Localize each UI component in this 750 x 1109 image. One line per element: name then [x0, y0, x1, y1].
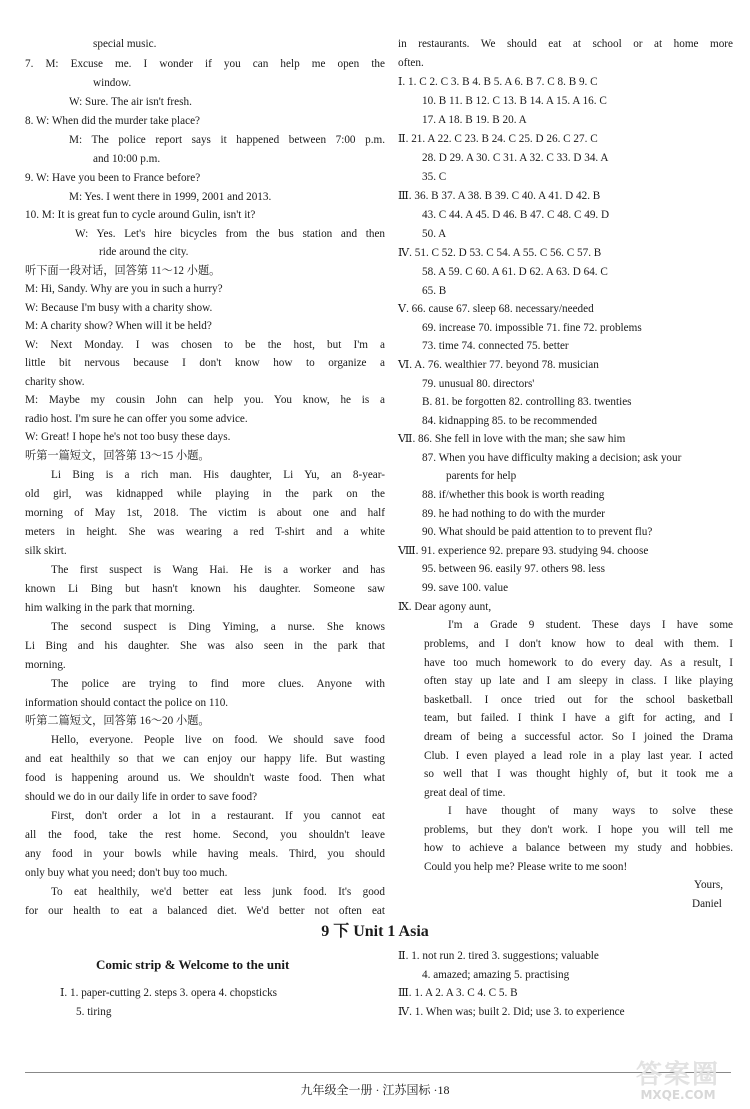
right-text-line: 65. B [422, 285, 447, 297]
left-text-line: all the food, take the rest home. Second, you shouldn't leave [25, 829, 385, 841]
right-text-line: 28. D 29. A 30. C 31. A 32. C 33. D 34. A [422, 152, 609, 164]
right-text-line: Ⅱ. 21. A 22. C 23. B 24. C 25. D 26. C 27. C [398, 133, 598, 145]
left-text-line: radio host. I'm sure he can offer you some advice. [25, 413, 248, 425]
left-text-line: 听下面一段对话，回答第 11～12 小题。 [25, 265, 221, 277]
left-text-line: for our health to eat a balanced diet. We'd better not often eat [25, 905, 385, 917]
left-text-line: M: The police report says it happened between 7:00 p.m. [69, 134, 385, 146]
right-text-line: parents for help [446, 470, 517, 482]
left-text-line: and 10:00 p.m. [93, 153, 161, 165]
bottom-left-line-1: Ⅰ. 1. paper-cutting 2. steps 3. opera 4. chopsticks [60, 987, 278, 999]
right-text-line: dream of being a successful actor. So I joined the Drama [424, 731, 733, 743]
watermark-logo [618, 1062, 738, 1104]
watermark-url: MXQE.COM [640, 1088, 716, 1102]
left-text-line: The second suspect is Ding Yiming, a nurse. She knows [51, 621, 385, 633]
right-text-line: 43. C 44. A 45. D 46. B 47. C 48. C 49. D [422, 209, 610, 221]
right-text-line: 95. between 96. easily 97. others 98. less [422, 563, 606, 575]
right-text-line: I'm a Grade 9 student. These days I have some [448, 619, 733, 631]
right-text-line: 50. A [422, 228, 447, 240]
right-text-line: Club. I even played a lead role in a play last year. I acted [424, 750, 733, 762]
right-text-line: how to achieve a balance between my study and hobbies. [424, 842, 733, 854]
left-text-line: silk skirt. [25, 545, 67, 557]
right-text-line: basketball. I once tried out for the school basketball [424, 694, 733, 706]
right-text-line: 99. save 100. value [422, 582, 509, 594]
right-text-line: so well that I was thought highly of, but it took me a [424, 768, 733, 780]
left-text-line: Li Bing is a rich man. His daughter, Li Yu, an 8-year- [51, 469, 385, 481]
right-text-line: Ⅳ. 51. C 52. D 53. C 54. A 55. C 56. C 57. B [398, 247, 602, 259]
left-text-line: The first suspect is Wang Hai. He is a worker and has [51, 564, 385, 576]
left-text-line: To eat healthily, we'd better eat less junk food. It's good [51, 886, 385, 898]
left-text-line: First, don't order a lot in a restaurant. If you cannot eat [51, 810, 385, 822]
left-text-line: Li Bing and his daughter. She was also seen in the park that [25, 640, 385, 652]
right-text-line: Ⅸ. Dear agony aunt, [398, 601, 492, 613]
left-text-line: ride around the city. [99, 246, 189, 258]
left-text-line: 9. W: Have you been to France before? [25, 172, 201, 184]
right-text-line: 58. A 59. C 60. A 61. D 62. A 63. D 64. C [422, 266, 608, 278]
right-text-line: Ⅷ. 91. experience 92. prepare 93. studying 94. choose [398, 545, 649, 557]
right-text-line: 90. What should be paid attention to to prevent flu? [422, 526, 653, 538]
right-text-line: 69. increase 70. impossible 71. fine 72. problems [422, 322, 642, 334]
right-text-line: Ⅰ. 1. C 2. C 3. B 4. B 5. A 6. B 7. C 8. B 9. C [398, 76, 598, 88]
left-text-line: should we do in our daily life in order to save food? [25, 791, 258, 803]
left-text-line: morning of May 1st, 2018. The victim is about one and half [25, 507, 385, 519]
left-text-line: little bit nervous because I don't know how to organize a [25, 357, 385, 369]
watermark-logo-text: 答案圈 [635, 1060, 720, 1090]
right-text-line: team, but failed. I think I have a gift for acting, and I [424, 712, 733, 724]
right-text-line: often stay up late and I am sleepy in class. I like playing [424, 675, 733, 687]
bottom-right-line-2: 4. amazed; amazing 5. practising [422, 969, 570, 981]
left-text-line: window. [93, 77, 132, 89]
right-text-line: B. 81. be forgotten 82. controlling 83. twenties [422, 396, 632, 408]
right-text-line: great deal of time. [424, 787, 506, 799]
left-text-line: 7. M: Excuse me. I wonder if you can help me open the [25, 58, 385, 70]
left-text-line: W: Sure. The air isn't fresh. [69, 96, 192, 108]
right-text-line: Yours, [694, 879, 724, 891]
unit-heading: 9 下 Unit 1 Asia [321, 923, 429, 940]
right-text-line: problems, and I don't know how to deal with them. I [424, 638, 733, 650]
left-text-line: and eat healthily so that we can enjoy our happy life. But wasting [25, 753, 385, 765]
right-text-line: often. [398, 57, 424, 69]
left-text-line: M: A charity show? When will it be held? [25, 320, 212, 332]
right-text-line: 10. B 11. B 12. C 13. B 14. A 15. A 16. C [422, 95, 607, 107]
left-text-line: M: Hi, Sandy. Why are you in such a hurry? [25, 283, 223, 295]
left-text-line: morning. [25, 659, 66, 671]
left-text-line: old girl, was kidnapped while playing in the park on the [25, 488, 385, 500]
left-text-line: charity show. [25, 376, 85, 388]
right-text-line: Could you help me? Please write to me soon! [424, 861, 628, 873]
left-text-line: food is happening around us. We shouldn't waste food. Then what [25, 772, 385, 784]
bottom-right-line-4: Ⅳ. 1. When was; built 2. Did; use 3. to experience [398, 1006, 625, 1018]
right-text-line: problems, but they don't work. I hope you will tell me [424, 824, 733, 836]
left-text-line: 听第一篇短文，回答第 13～15 小题。 [25, 450, 210, 462]
left-text-line: W: Yes. Let's hire bicycles from the bus station and then [75, 228, 385, 240]
right-text-line: Ⅵ. A. 76. wealthier 77. beyond 78. musician [398, 359, 599, 371]
bottom-right-line-3: Ⅲ. 1. A 2. A 3. C 4. C 5. B [398, 987, 518, 999]
right-text-line: 88. if/whether this book is worth reading [422, 489, 605, 501]
left-text-line: Hello, everyone. People live on food. We should save food [51, 734, 385, 746]
right-text-line: 89. he had nothing to do with the murder [422, 508, 606, 520]
page-footer: 九年级全一册 · 江苏国标 ·18 [300, 1083, 450, 1097]
right-text-line: have too much homework to do every day. As a result, I [424, 657, 733, 669]
left-text-line: M: Yes. I went there in 1999, 2001 and 2013. [69, 191, 272, 203]
left-text-line: 10. M: It is great fun to cycle around Gulin, isn't it? [25, 209, 256, 221]
left-text-line: special music. [93, 38, 157, 50]
left-text-line: known Li Bing but hasn't known his daughter. Someone saw [25, 583, 385, 595]
right-text-line: 87. When you have difficulty making a decision; ask your [422, 452, 682, 464]
left-text-line: The police are trying to find more clues. Anyone with [51, 678, 385, 690]
left-text-line: any food in your bowls while having meals. Third, you should [25, 848, 385, 860]
bottom-left-line-2: 5. tiring [76, 1006, 112, 1018]
right-text-line: 84. kidnapping 85. to be recommended [422, 415, 597, 427]
right-text-line: I have thought of many ways to solve these [448, 805, 733, 817]
left-text-line: only buy what you need; don't buy too much. [25, 867, 228, 879]
left-text-line: information should contact the police on 110. [25, 697, 229, 709]
right-text-line: Daniel [692, 898, 722, 910]
right-text-line: Ⅶ. 86. She fell in love with the man; she saw him [398, 433, 626, 445]
right-text-line: 79. unusual 80. directors' [422, 378, 535, 390]
right-text-line: 17. A 18. B 19. B 20. A [422, 114, 527, 126]
left-text-line: W: Because I'm busy with a charity show. [25, 302, 213, 314]
right-text-line: Ⅲ. 36. B 37. A 38. B 39. C 40. A 41. D 42. B [398, 190, 601, 202]
left-text-line: M: Maybe my cousin John can help you. You know, he is a [25, 394, 385, 406]
bottom-right-line-1: Ⅱ. 1. not run 2. tired 3. suggestions; valuable [398, 950, 599, 962]
section-subheading: Comic strip & Welcome to the unit [96, 957, 290, 972]
right-text-line: in restaurants. We should eat at school or at home more [398, 38, 733, 50]
left-text-line: 听第二篇短文，回答第 16～20 小题。 [25, 715, 210, 727]
left-text-line: W: Next Monday. I was chosen to be the host, but I'm a [25, 339, 385, 351]
left-text-line: meters in height. She was wearing a red T-shirt and a white [25, 526, 385, 538]
left-text-line: 8. W: When did the murder take place? [25, 115, 200, 127]
right-text-line: Ⅴ. 66. cause 67. sleep 68. necessary/needed [398, 303, 594, 315]
left-text-line: him walking in the park that morning. [25, 602, 195, 614]
left-text-line: W: Great! I hope he's not too busy these days. [25, 431, 231, 443]
right-text-line: 35. C [422, 171, 447, 183]
right-text-line: 73. time 74. connected 75. better [422, 340, 569, 352]
